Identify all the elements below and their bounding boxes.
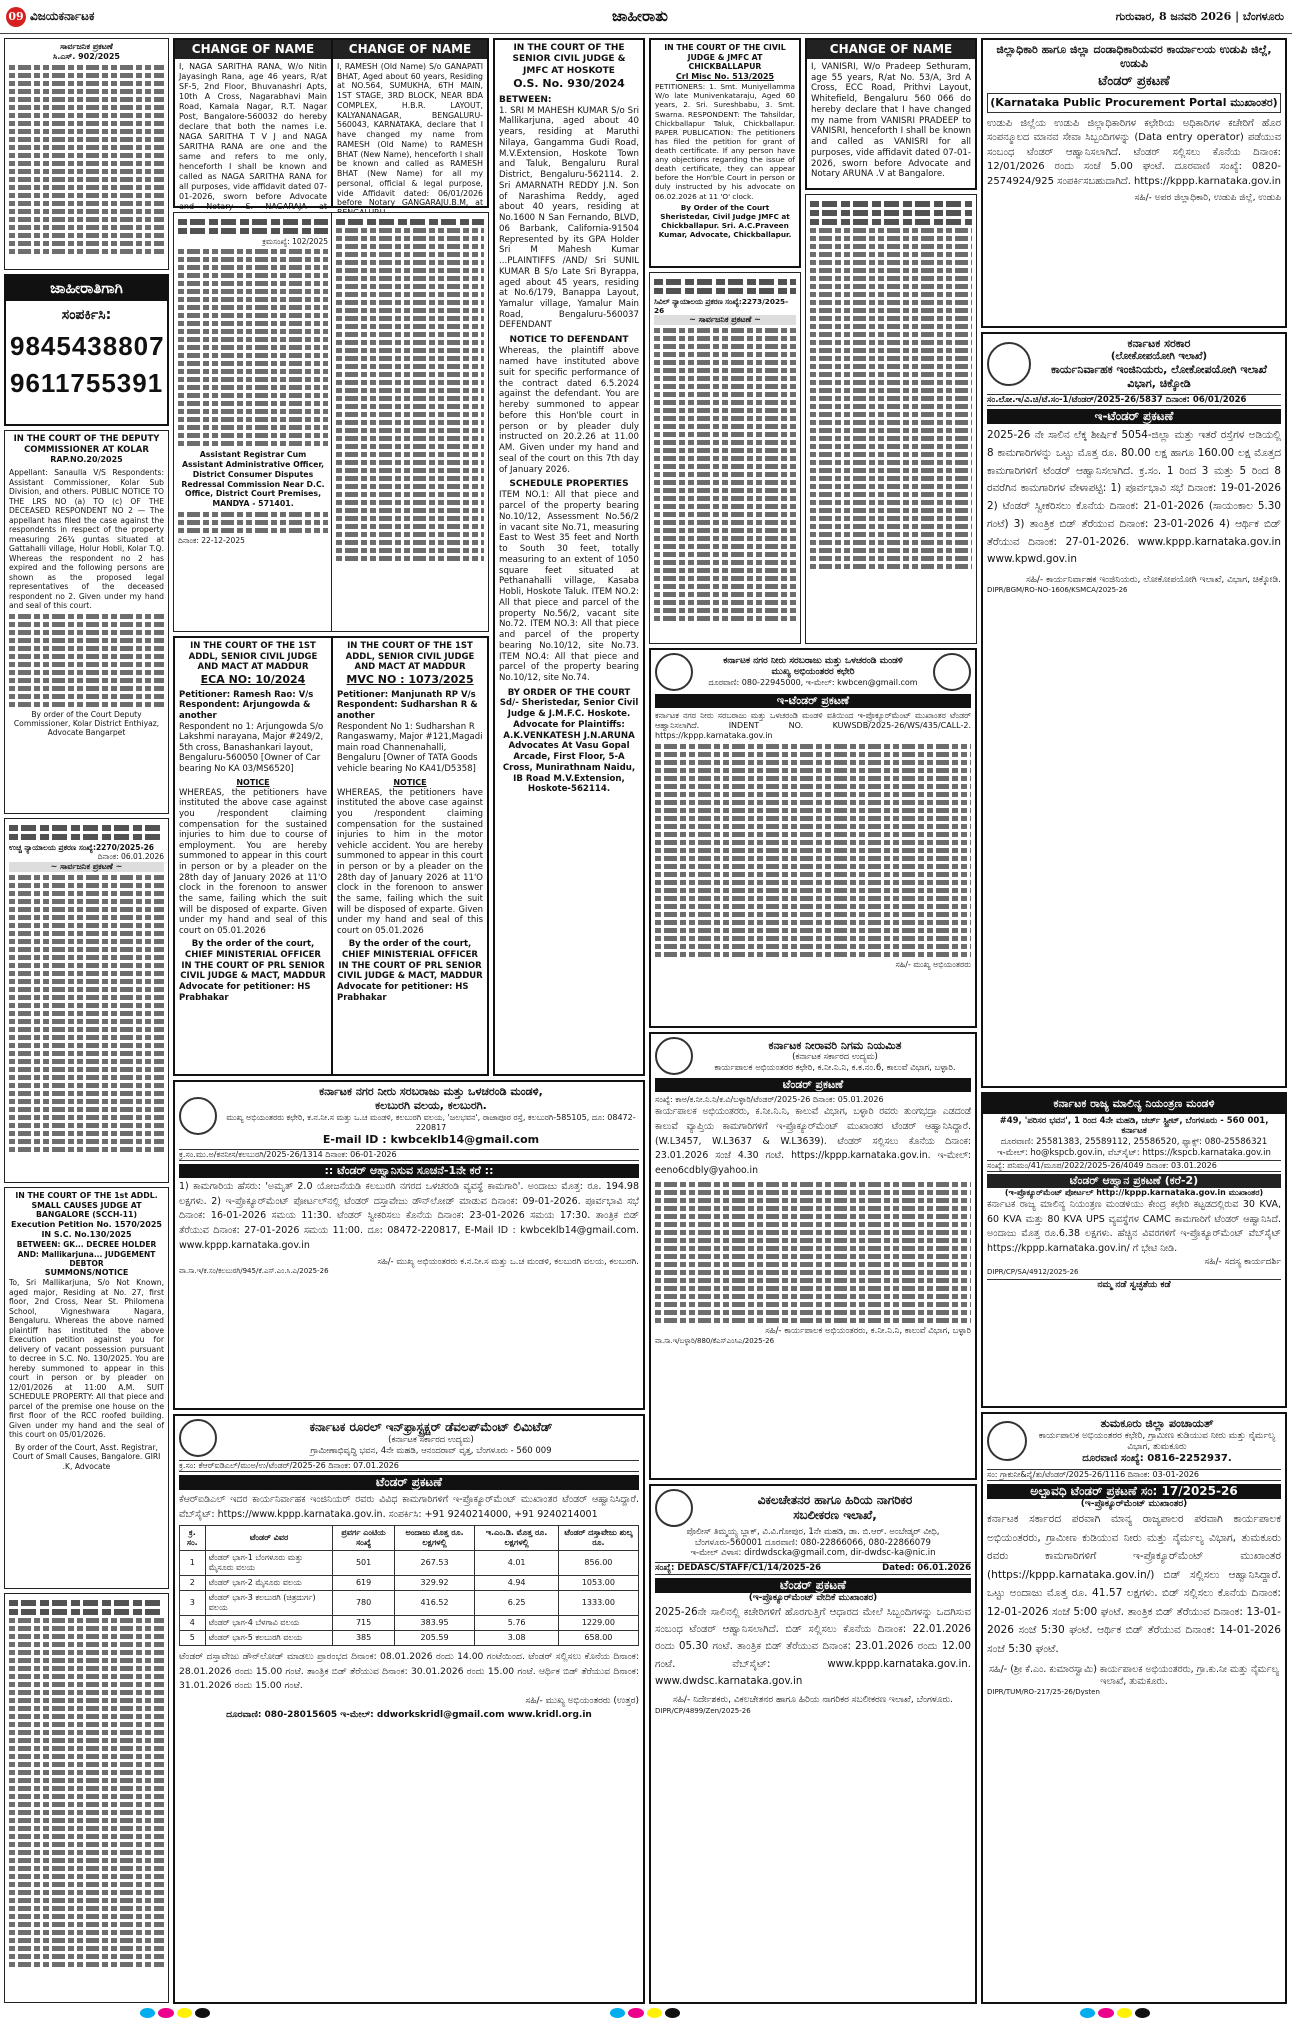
tum-head2: ಕಾರ್ಯಪಾಲಕ ಅಭಿಯಂತರರ ಕಛೇರಿ, ಗ್ರಾಮೀಣ ಕುಡಿಯುವ ನೀರು ಮತ್ತು ನೈರ್ಮಲ್ಯ ವಿಭಾಗ, ತುಮಕೂರು: [1038, 1430, 1276, 1452]
court-sign: BY ORDER OF THE COURT Sd/- Sheristedar, Senior Civil Judge & J.M.F.C. Hoskote. Advocate for Plaintiffs: A.K.VENKATESH J.N.ARUNA Advocates At Vasu Gopal Arcade, First Floor, 5-A Cross, Munirathnam Naidu, IB Road M.V.Extension, Hoskote-562114.: [499, 687, 639, 795]
schedule-body: ITEM NO.1: All that piece and parcel of the property bearing No.10/12, Assessment No.56/2 in vacant site No.71, measuring East to West 35 feet and North to South 30 feet, totally measuring to an extent of 1050 square feet situated at Pethanahalli village, Kasaba Hobli, Hoskote Taluk. ITEM NO.2: All that piece and parcel of the property No.56/2, vacant site No.72. ITEM NO.3: All that piece and parcel of the property bearing No.10/12, site No.73. ITEM NO.4: All that piece and parcel of the property bearing No.10/12, site No.74.: [499, 490, 639, 683]
knnl-head3: ಕಾರ್ಯಪಾಲಕ ಅಭಿಯಂತರರ ಕಛೇರಿ, ಕ.ನೀ.ನಿ.ನಿ, ಕ.ಕ.ನಂ.6, ಕಾಲುವೆ ವಿಭಾಗ, ಬಳ್ಳಾರಿ.: [714, 1062, 956, 1073]
registration-marks: [1080, 2008, 1150, 2018]
kridl-tender: [173, 1414, 645, 2004]
change-of-name-naga-saritha: [173, 38, 333, 211]
registration-marks: [140, 2008, 210, 2018]
table-cell: 1333.00: [558, 1591, 638, 1616]
change-body: I, NAGA SARITHA RANA, W/o Nitin Jayasingh Rana, age 46 years, R/at SF-5, 2nd Floor, Bhuvanashri Apts, 10th A Cross, Nagarabhavi Main Road, Kamala Nagar, R.T. Nagar Post, Bangalore-560032 do hereby declare that both the names i.e. NAGA SARITHA T V J and NAGA SARITHA RANA are one and the same and refers to me only, henceforth I shall be known and called as NAGA SARITHA RANA for all purposes, vide affidavit dated 07-01-2026, sworn before Advocate and Notary S. NAGARAJA at: [179, 62, 327, 211]
court-sign: By the order of the court, CHIEF MINISTERIAL OFFICER IN THE COURT OF PRL SENIOR CIVIL JUDGE & MACT, MADDUR: [337, 939, 483, 982]
table-cell: 5: [180, 1631, 206, 1646]
court-sign: By order of the Court Deputy Commissioner, Kolar District Enthiyaz, Advocate Bangarpet: [13, 709, 160, 738]
tumakuru-zp-tender: [981, 1412, 1287, 2004]
pwd-footer: DIPR/BGM/RO-NO-1606/KSMCA/2025-26: [987, 586, 1128, 595]
court-respondent: Respondent: Sudharshan R & another: [337, 700, 478, 721]
court2-sign: By order of the Court, Asst. Registrar, Court of Small Causes, Bangalore. GIRI .K, Advocate: [12, 1442, 161, 1471]
kuwsdb-body: ಕರ್ನಾಟಕ ನಗರ ನೀರು ಸರಬರಾಜು ಮತ್ತು ಒಳಚರಂಡಿ ಮಂಡಳಿ ವತಿಯಿಂದ ಇ-ಪ್ರೊಕ್ಯೂರ್‌ಮೆಂಟ್ ಮುಖಾಂತರ ಟೆಂಡರ್ ಆಹ್ವಾನಿಸಲಾಗಿದೆ. INDENT NO. KUWSDB/2025-26/WS/435/CALL-2. https://kppp.karnataka.gov.in: [655, 710, 971, 740]
ads-contact-label: ಸಂಪರ್ಕಿಸಿ:: [61, 306, 112, 323]
court-respondent-1: Respondent No 1: Sudharshan R Rangaswamy, Major #121,Magadi main road Channenahalli, Bengaluru [Owner of TATA Goods vehicle bearing No KA41/D5358]: [337, 721, 483, 774]
court-notice-kolar: [4, 430, 169, 814]
table-cell: 383.95: [394, 1616, 475, 1631]
table-cell: 6.25: [475, 1591, 558, 1616]
ads-phone-2[interactable]: 9611755391: [10, 367, 164, 398]
table-cell: 658.00: [558, 1631, 638, 1646]
court-body: PETITIONERS: 1. Smt. Muniyellamma W/o late Munivenkataraju, Aged 60 years, 2. Sri. Sureshbabu, 3. Smt. Swarna. RESPONDENT: The Tahsildar, Chickballapur Taluk, Chickballapur. PAPER PUBLICATION: The petitioners has filed the petition for grant of death certificate. If any person have any objections regarding the issue of death certificate, they can appear before the Hon'ble Court in person or duly instructed by his advocate on 06.02.2026 at 11 'O' clock.: [655, 82, 795, 201]
seal-logo-icon: [933, 653, 971, 691]
table-cell: 1053.00: [558, 1576, 638, 1591]
klb-sign: ಸಹಿ/- ಮುಖ್ಯ ಅಭಿಯಂತರರು ಕ.ನ.ನೀ.ಸ ಮತ್ತು ಒ.ಚ ಮಂಡಳಿ, ಕಲಬುರಗಿ ವಲಯ, ಕಲಬುರಗಿ.: [377, 1256, 639, 1267]
table-row: [180, 1591, 639, 1616]
kspcb-phone: ದೂರವಾಣಿ: 25581383, 25589112, 25586520, ಫ್ಯಾಕ್ಸ್: 080-25586321: [1000, 1137, 1268, 1147]
table-cell: 416.52: [394, 1591, 475, 1616]
brand-name: ವಿಜಯಕರ್ನಾಟಕ: [30, 9, 95, 23]
udupi-body: ಉಡುಪಿ ಜಿಲ್ಲೆಯ ಉಡುಪಿ ಜಿಲ್ಲಾಧಿಕಾರಿಗಳ ಕಛೇರಿಯ ಅಧಿಕಾರಿಗಳ ಕಚೇರಿಗೆ ಹೊರ ಸಂಪನ್ಮೂಲದ ಮಾನವ ಸೇವಾ ಸಿಬ್ಬಂದಿಗಳನ್ನು (Data entry operator) ಪಡೆಯುವ ಸಂಬಂಧ ಟೆಂಡರ್ ಆಹ್ವಾನಿಸಲಾಗಿದೆ. ಟೆಂಡರ್ ಸಲ್ಲಿಸಲು ಕೊನೆಯ ದಿನಾಂಕ: 12/01/2026 ರಂದು ಸಂಜೆ 5.00 ಘಂಟೆ. ದೂರವಾಣಿ ಸಂಖ್ಯೆ: 0820-2574924/925 ಸಂಪರ್ಕಿಸಬಹುದಾಗಿದೆ. https://kppp.karnataka.gov.in: [987, 117, 1281, 187]
kannada-notice-bottom-left: [4, 1593, 169, 2003]
dwd-footer: DIPR/CP/4899/Zen/2025-26: [655, 1706, 751, 1715]
kridl-title: ಟೆಂಡರ್ ಪ್ರಕಟಣೆ: [179, 1475, 639, 1490]
notice-ref: ಸಿ.ಎಸ್. 902/2025: [53, 52, 120, 61]
knnl-sign: ಸಹಿ/- ಕಾರ್ಯಪಾಲಕ ಅಭಿಯಂತರರು, ಕ.ನೀ.ನಿ.ನಿ, ಕಾಲುವೆ ವಿಭಾಗ, ಬಳ್ಳಾರಿ: [765, 1326, 971, 1337]
court-case: O.S. No. 930/2024: [513, 76, 625, 90]
table-header-cell: ಟೆಂಡರ್ ದಸ್ತಾವೇಜು ಶುಲ್ಕ ರೂ.: [558, 1526, 638, 1551]
table-cell: 4: [180, 1616, 206, 1631]
table-header-cell: ಪ್ರವರ್ಗ ಎಂಟಿಯ ಸಂಖ್ಯೆ: [333, 1526, 394, 1551]
tum-subtitle: (ಇ-ಪ್ರೊಕ್ಯೂರ್‌ಮೆಂಟ್ ಮುಖಾಂತರ): [1080, 1498, 1188, 1509]
section-title: ಜಾಹೀರಾತು: [612, 7, 668, 25]
kn-notice-title: ~ ಸಾರ್ವಜನಿಕ ಪ್ರಕಟಣೆ ~: [9, 862, 164, 872]
dwd-ref-date: Dated: 06.01.2026: [882, 1562, 971, 1573]
kridl-logo-icon: [179, 1419, 217, 1457]
kalaburagi-kuwsdb-tender: [173, 1080, 645, 1410]
kannada-consumer-notice: [173, 212, 333, 632]
kspcb-sign: ಸಹಿ/- ಸದಸ್ಯ ಕಾರ್ಯದರ್ಶಿ: [1204, 1256, 1281, 1267]
dwd-email: ಇ-ಮೇಲ್ ವಿಳಾಸ: dirdwdscka@gmail.com, dir-dwdsc-ka@nic.in: [690, 1548, 936, 1559]
court-body: Appellant: Sanaulla V/S Respondents: Assistant Commissioner, Kolar Sub Division, and others. PUBLIC NOTICE TO THE LRS NO (a) TO (c) OF THE DECEASED RESPONDENT NO 2 — The appellant has filed the case against the respondents in respect of the property measuring 26¾ guntas situated at Gattahalli village, Holur Hobli, Kolar T.Q. Whereas the respondent no 2 has expired and the following persons are shown as the proposed legal representatives of the deceased respondent no 2. Given under my hand and seal of this court.: [9, 468, 164, 611]
dwd-ref: ಸಂಖ್ಯೆ: DEDASC/STAFF/C1/14/2025-26: [655, 1562, 822, 1573]
ads-phone-1[interactable]: 9845438807: [10, 331, 165, 362]
table-header-cell: ಅಂದಾಜು ಮೊತ್ತ ರೂ. ಲಕ್ಷಗಳಲ್ಲಿ: [394, 1526, 475, 1551]
change-of-name-ramesh: [331, 38, 489, 208]
kspcb-subtitle: (ಇ-ಪ್ರೊಕ್ಯೂರ್‌ಮೆಂಟ್ ಪೋರ್ಟಲ್ http://kppp.karnataka.gov.in ಮುಖಾಂತರ): [1004, 1188, 1264, 1197]
klb-footer: ವಾ.ಸಾ.ಇ/ಕ.ಸಂ/ಕಲಬುರಗಿ/945/ಕೆ.ಎಸ್.ಎಂ.ಸಿ.ಎ/2025-26: [179, 1267, 329, 1276]
kn-notice-date: ದಿನಾಂಕ: 06.01.2026: [97, 852, 164, 862]
court-title: IN THE COURT OF THE 1ST ADDL, SENIOR CIVIL JUDGE AND MACT AT MADDUR: [188, 641, 318, 673]
court-title: IN THE COURT OF THE CIVIL JUDGE & JMFC AT CHICKBALLAPUR: [664, 43, 786, 72]
kannada-notice-2273: [649, 272, 801, 644]
schedule-title: SCHEDULE PROPERTIES: [509, 479, 629, 490]
court-case: RAP.NO.20/2025: [50, 455, 123, 465]
udupi-head: ಜಿಲ್ಲಾಧಿಕಾರಿ ಹಾಗೂ ಜಿಲ್ಲಾ ದಂಡಾಧಿಕಾರಿಯವರ ಕಾರ್ಯಾಲಯ ಉಡುಪಿ ಜಿಲ್ಲೆ, ಉಡುಪಿ: [996, 43, 1272, 70]
kridl-body: ಕೆಆರ್‌ಐಡಿಎಲ್ ಇದರ ಕಾರ್ಯನಿರ್ವಾಹಕ ಇಂಜಿನಿಯರ್ ರವರು ವಿವಿಧ ಕಾಮಗಾರಿಗಳಿಗೆ ಇ-ಪ್ರೊಕ್ಯೂರ್‌ಮೆಂಟ್ ಮುಖಾಂತರ ಟೆಂಡರ್ ಆಹ್ವಾನಿಸಿದ್ದಾರೆ. ವೆಬ್‌ಸೈಟ್: https://www.kppp.karnataka.gov.in. ಸಂಪರ್ಕಿಸಿ: +91 9240214000, +91 9240214001: [179, 1494, 639, 1520]
court-notice-sccch11: [4, 1187, 169, 1589]
court-title: IN THE COURT OF THE SENIOR CIVIL JUDGE & JMFC AT HOSKOTE: [512, 43, 626, 76]
tum-title: ಅಲ್ಪಾವಧಿ ಟೆಂಡರ್ ಪ್ರಕಟಣೆ ಸಂ: 17/2025-26: [987, 1484, 1281, 1499]
kannada-notice-col3: [331, 212, 489, 632]
dwd-head1: ವಿಕಲಚೇತನರ ಹಾಗೂ ಹಿರಿಯ ನಾಗರಿಕರ: [757, 1493, 913, 1507]
court-title: IN THE COURT OF THE DEPUTY COMMISSIONER AT KOLAR: [13, 434, 160, 455]
notice-title: ಸಾರ್ವಜನಿಕ ಪ್ರಕಟಣೆ: [60, 42, 113, 51]
registration-marks: [610, 2008, 680, 2018]
kspcb-email: ಇ-ಮೇಲ್: ho@kspcb.gov.in, ವೆಬ್‌ಸೈಟ್: https://kspcb.karnataka.gov.in: [997, 1147, 1271, 1158]
table-cell: ಟೆಂಡರ್ ಭಾಗ-2 ಮೈಸೂರು ವಲಯ: [205, 1576, 333, 1591]
court-case: ECA NO: 10/2024: [200, 672, 306, 686]
court-notice-eca-10: [173, 636, 333, 1076]
kspcb-addr: #49, 'ಪರಿಸರ ಭವನ', 1 ರಿಂದ 4ನೇ ಮಹಡಿ, ಚರ್ಚ್ ಸ್ಟ್ರೀಟ್, ಬೆಂಗಳೂರು - 560 001, ಕರ್ನಾಟಕ: [999, 1115, 1269, 1137]
klb-title: :: ಟೆಂಡರ್ ಆಹ್ವಾನಿಸುವ ಸೂಚನೆ-1ನೇ ಕರೆ ::: [179, 1164, 639, 1178]
court-notice-mvc-1073: [331, 636, 489, 1076]
table-cell: 501: [333, 1551, 394, 1576]
kspcb-body: ಕರ್ನಾಟಕ ರಾಜ್ಯ ಮಾಲಿನ್ಯ ನಿಯಂತ್ರಣ ಮಂಡಳಿಯು ಕೇಂದ್ರ ಕಛೇರಿ ಕಟ್ಟಡದಲ್ಲಿರುವ 30 KVA, 60 KVA ಮತ್ತು 80 KVA UPS ವ್ಯವಸ್ಥೆಗಳ CAMC ಕಾಮಗಾರಿಗೆ ಟೆಂಡರ್ ಆಹ್ವಾನಿಸಿದೆ. ಅಂದಾಜು ಮೊತ್ತ ರೂ.6.38 ಲಕ್ಷಗಳು. ಹೆಚ್ಚಿನ ವಿವರಗಳಿಗೆ ಇ-ಪ್ರೊಕ್ಯೂರ್‌ಮೆಂಟ್ ವೆಬ್‌ಸೈಟ್ https://kppp.karnataka.gov.in/ ಗೆ ಭೇಟಿ ನೀಡಿ.: [987, 1199, 1281, 1255]
table-cell: 856.00: [558, 1551, 638, 1576]
knnl-body: ಕಾರ್ಯಪಾಲಕ ಅಭಿಯಂತರರು, ಕ.ನೀ.ನಿ.ನಿ, ಕಾಲುವೆ ವಿಭಾಗ, ಬಳ್ಳಾರಿ ರವರು ತುಂಗಭದ್ರಾ ಎಡದಂಡೆ ಕಾಲುವೆ ವ್ಯಾಪ್ತಿಯ ಕಾಮಗಾರಿಗಳಿಗೆ ಇ-ಪ್ರೊಕ್ಯೂರ್‌ಮೆಂಟ್ ಮುಖಾಂತರ ಟೆಂಡರ್ ಆಹ್ವಾನಿಸಿದ್ದಾರೆ. (W.L3457, W.L3637 & W.L3639). ಟೆಂಡರ್ ಸಲ್ಲಿಸಲು ಕೊನೆಯ ದಿನಾಂಕ: 23.01.2026 ಸಂಜೆ 4.30 ಗಂಟೆ. https://kppp.karnataka.gov.in. ಇ-ಮೇಲ್: eeno6cdbly@yahoo.in: [655, 1105, 971, 1177]
table-row: [180, 1551, 639, 1576]
court-advocate: Advocate for petitioner: HS Prabhakar: [337, 981, 469, 1003]
kannada-notice-2270: [4, 818, 169, 1183]
udupi-title: ಟೆಂಡರ್ ಪ್ರಕಟಣೆ: [1098, 73, 1170, 89]
udupi-portal: (Karnataka Public Procurement Portal ಮುಖಾಂತರ): [987, 93, 1281, 113]
klb-body: 1) ಕಾಮಗಾರಿಯ ಹೆಸರು: 'ಅಮೃತ್ 2.0 ಯೋಜನೆಯಡಿ ಕಲಬುರಗಿ ನಗರದ ಒಳಚರಂಡಿ ವ್ಯವಸ್ಥೆ ಕಾಮಗಾರಿ'. ಅಂದಾಜು ಮೊತ್ತ: ರೂ. 194.98 ಲಕ್ಷಗಳು. 2) ಇ-ಪ್ರೊಕ್ಯೂರ್‌ಮೆಂಟ್ ಪೋರ್ಟಲ್‌ನಲ್ಲಿ ಟೆಂಡರ್ ದಸ್ತಾವೇಜು ಡೌನ್‌ಲೋಡ್ ಮಾಡುವ ದಿನಾಂಕ: 09-01-2026. ಪೂರ್ವಭಾವಿ ಸಭೆ ದಿನಾಂಕ: 16-01-2026 ಸಮಯ 11:30. ಟೆಂಡರ್ ಸ್ವೀಕರಿಸಲು ಕೊನೆಯ ದಿನಾಂಕ: 23-01-2026 ಸಮಯ 17:30. ತಾಂತ್ರಿಕ ಬಿಡ್ ತೆರೆಯುವ ದಿನಾಂಕ: 27-01-2026 ಸಮಯ 11:00. ದೂ: 08472-220817, E-Mail ID : kwbceklb14@gmail.com. www.kppp.karnataka.gov.in: [179, 1181, 639, 1251]
kspcb-tender: [981, 1092, 1287, 1408]
klb-email: E-mail ID : kwbceklb14@gmail.com: [322, 1132, 540, 1146]
kspcb-title: ಟೆಂಡರ್ ಆಹ್ವಾನ ಪ್ರಕಟಣೆ (ಕರೆ-2): [987, 1174, 1281, 1188]
court-title: IN THE COURT OF THE 1ST ADDL, SENIOR CIVIL JUDGE AND MACT AT MADDUR: [345, 641, 475, 673]
pwd-chikkodi-tender: [981, 332, 1287, 1088]
table-cell: 3.08: [475, 1631, 558, 1646]
dwd-sign: ಸಹಿ/- ನಿರ್ದೇಶಕರು, ವಿಕಲಚೇತನರ ಹಾಗೂ ಹಿರಿಯ ನಾಗರಿಕರ ಸಬಲೀಕರಣ ಇಲಾಖೆ, ಬೆಂಗಳೂರು.: [672, 1695, 954, 1706]
change-title: CHANGE OF NAME: [807, 40, 975, 59]
kspcb-footer: DIPR/CP/SA/4912/2025-26: [987, 1268, 1079, 1277]
knnl-logo-icon: [655, 1037, 693, 1075]
court-petitioner: Petitioner: Manjunath RP V/s: [337, 689, 476, 700]
table-row: [180, 1576, 639, 1591]
ads-title: ಜಾಹೀರಾತಿಗಾಗಿ: [6, 276, 167, 301]
table-cell: 715: [333, 1616, 394, 1631]
udupi-dc-tender: [981, 38, 1287, 328]
kridl-footer: ದೂರವಾಣಿ: 080-28015605 ಇ-ಮೇಲ್: ddworkskridl@gmail.com www.kridl.org.in: [226, 1710, 592, 1721]
dwd-head2: ಸಬಲೀಕರಣ ಇಲಾಖೆ,: [793, 1508, 877, 1522]
ads-contact-box: [4, 274, 169, 426]
court-body: WHEREAS, the petitioners have instituted the above case against you /respondent claiming compensation for the sustained injuries to him due to course of employment. You are hereby summoned to appear in this court in person or by a pleader on the 28th day of January 2026 at 11'O clock in the forenoon to answer the same, failing which the suit will be disposed of exparte. Given under my hand and seal of this court on 05.01.2026: [179, 787, 327, 936]
kn-ref: ಕ್ರಮಸಂಖ್ಯೆ: 102/2025: [262, 237, 328, 246]
pwd-head3: ಕಾರ್ಯನಿರ್ವಾಹಕ ಇಂಜಿನಿಯರು, ಲೋಕೋಪಯೋಗಿ ಇಲಾಖೆ ವಿಭಾಗ, ಚಿಕ್ಕೋಡಿ: [1051, 363, 1267, 390]
tum-body: ಕರ್ನಾಟಕ ಸರ್ಕಾರದ ಪರವಾಗಿ ಮಾನ್ಯ ರಾಜ್ಯಪಾಲರ ಪರವಾಗಿ ಕಾರ್ಯಪಾಲಕ ಅಭಿಯಂತರರು, ಗ್ರಾಮೀಣ ಕುಡಿಯುವ ನೀರು ಮತ್ತು ನೈರ್ಮಲ್ಯ ವಿಭಾಗ, ತುಮಕೂರು ರವರು ಕಾಮಗಾರಿಗಳಿಗೆ ಇ-ಪ್ರೊಕ್ಯೂರ್‌ಮೆಂಟ್ ಮುಖಾಂತರ (https://kppp.karnataka.gov.in/) ಬಿಡ್ ಸಲ್ಲಿಸಲು ಆಹ್ವಾನಿಸಿದ್ದಾರೆ. ಒಟ್ಟು ಅಂದಾಜು ಮೊತ್ತ ರೂ. 41.57 ಲಕ್ಷಗಳು. ಬಿಡ್ ಸಲ್ಲಿಸಲು ಕೊನೆಯ ದಿನಾಂಕ: 12-01-2026 ಸಂಜೆ 5:00 ಘಂಟೆ. ತಾಂತ್ರಿಕ ಬಿಡ್ ತೆರೆಯುವ ದಿನಾಂಕ: 13-01-2026 ಸಂಜೆ 5:30 ಘಂಟೆ. ಆರ್ಥಿಕ ಬಿಡ್ ತೆರೆಯುವ ದಿನಾಂಕ: 14-01-2026 ಸಂಜೆ 5:30 ಘಂಟೆ.: [987, 1513, 1281, 1655]
court-case: Crl Misc No. 513/2025: [675, 72, 775, 82]
court-respondent: Respondent: Arjungowda & another: [179, 700, 311, 721]
kuwsdb-head2: ಮುಖ್ಯ ಅಭಿಯಂತರರ ಕಛೇರಿ: [771, 667, 855, 677]
notice-body: Whereas, the plaintiff above named have instituted above suit for specific performance of the contract dated 6.5.2024 against the defendant. You are hereby summoned to appear before this Hon'ble court in person or by pleader duly instructed on 20.2.26 at 11.00 AM. Given under my hand and seal of the court on this 7th day of January 2026.: [499, 346, 639, 475]
kridl-head2: (ಕರ್ನಾಟಕ ಸರ್ಕಾರದ ಉದ್ಯಮ): [388, 1434, 474, 1445]
kridl-sign: ಸಹಿ/- ಮುಖ್ಯ ಅಭಿಯಂತರರು (ಉತ್ತರ): [525, 1696, 639, 1707]
pwd-body: 2025-26 ನೇ ಸಾಲಿನ ಲೆಕ್ಕ ಶೀರ್ಷಿಕೆ 5054-ಜಿಲ್ಲಾ ಮತ್ತು ಇತರೆ ರಸ್ತೆಗಳ ಅಡಿಯಲ್ಲಿ 8 ಕಾಮಗಾರಿಗಳನ್ನು ಒಟ್ಟು ಮೊತ್ತ ರೂ. 80.00 ಲಕ್ಷ ಹಾಗೂ 160.00 ಲಕ್ಷ ಮೊತ್ತದ ಕಾಮಗಾರಿಗಳಿಗೆ ಟೆಂಡರ್ ಆಹ್ವಾನಿಸಲಾಗಿದೆ. ಕ್ರ.ಸಂ. 1 ರಿಂದ 3 ಮತ್ತು 5 ರಿಂದ 8 ರವರೆಗಿನ ಕಾಮಗಾರಿಗಳ ವೇಳಾಪಟ್ಟಿ: 1) ಪೂರ್ವಭಾವಿ ಸಭೆ ದಿನಾಂಕ: 19-01-2026 2) ಟೆಂಡರ್ ಸ್ವೀಕರಿಸಲು ಕೊನೆಯ ದಿನಾಂಕ: 21-01-2026 (ಸಾಯಂಕಾಲ 5.30 ಗಂಟೆ) 3) ತಾಂತ್ರಿಕ ಬಿಡ್ ತೆರೆಯುವ ದಿನಾಂಕ: 23-01-2026 4) ಆರ್ಥಿಕ ಬಿಡ್ ತೆರೆಯುವ ದಿನಾಂಕ: 27-01-2026. www.kppp.karnataka.gov.in www.kpwd.gov.in: [987, 429, 1281, 566]
kn-head: ಸಿವಿಲ್ ನ್ಯಾಯಾಲಯ ಪ್ರಕರಣ ಸಂಖ್ಯೆ:2273/2025-26: [654, 297, 789, 316]
pwd-head1: ಕರ್ನಾಟಕ ಸರಕಾರ: [1127, 337, 1191, 350]
kn-title: ~ ಸಾರ್ವಜನಿಕ ಪ್ರಕಟಣೆ ~: [654, 315, 796, 325]
court-notice-hoskote: [493, 38, 645, 1076]
dwd-addr: ಪೊಲೀಸ್ ತಿಮ್ಮಯ್ಯ ಬ್ಲಾಕ್, ವಿ.ವಿ.ಗೋಪುರ, 1ನೇ ಮಹಡಿ, ಡಾ. ಬಿ.ಆರ್. ಅಂಬೇಡ್ಕರ್ ವೀಧಿ, ಬೆಂಗಳೂರು-560001 ದೂರವಾಣಿ: 080-22866066, 080-22866079: [686, 1527, 940, 1548]
table-header-cell: ಇ.ಎಂ.ಡಿ. ಮೊತ್ತ ರೂ. ಲಕ್ಷಗಳಲ್ಲಿ: [475, 1526, 558, 1551]
tum-phone: ದೂರವಾಣಿ ಸಂಖ್ಯೆ: 0816-2252937.: [1082, 1453, 1232, 1465]
court-case: MVC NO : 1073/2025: [346, 672, 474, 686]
notice-cs-902: [4, 38, 169, 270]
table-cell: 2: [180, 1576, 206, 1591]
table-cell: 385: [333, 1631, 394, 1646]
table-cell: ಟೆಂಡರ್ ಭಾಗ-5 ಕಲಬುರಗಿ ವಲಯ: [205, 1631, 333, 1646]
knnl-ballari-tender: [649, 1032, 977, 1480]
knnl-footer: ವಾ.ಸಾ.ಇ/ಬಳ್ಳಾರಿ/880/ಕೆಎಸ್‌ಎಂಸಿಎ/2025-26: [655, 1336, 775, 1345]
change-title: CHANGE OF NAME: [175, 40, 331, 59]
issue-date: ಗುರುವಾರ, 8 ಜನವರಿ 2026 | ಬೆಂಗಳೂರು: [1115, 10, 1284, 23]
court2-title: IN THE COURT OF THE 1st ADDL. SMALL CAUSES JUDGE AT BANGALORE (SCCH-11): [15, 1191, 158, 1220]
kspcb-slogan: ನಮ್ಮ ನಡೆ ಸ್ವಚ್ಛತೆಯ ಕಡೆ: [987, 1279, 1281, 1291]
pwd-head2: (ಲೋಕೋಪಯೋಗಿ ಇಲಾಖೆ): [1110, 350, 1208, 362]
table-cell: 780: [333, 1591, 394, 1616]
kridl-addr: ಗ್ರಾಮೀಣಾಭಿವೃದ್ಧಿ ಭವನ, 4ನೇ ಮಹಡಿ, ಆನಂದರಾವ್ ವೃತ್ತ, ಬೆಂಗಳೂರು - 560 009: [310, 1445, 552, 1456]
court-between: BETWEEN:: [499, 94, 552, 105]
pwd-ref: ಸಂ.ಲೋ.ಇ/ವಿ.ಚಿ/ಟೆ.ಸಂ-1/ಟೆಂಡರ್/2025-26/5837 ದಿನಾಂಕ: 06/01/2026: [987, 394, 1281, 407]
court-petitioner: Petitioner: Ramesh Rao: V/s: [179, 689, 314, 700]
kuwsdb-contact: ದೂರವಾಣಿ: 080-22945000, ಇ-ಮೇಲ್: kwbcen@gmail.com: [708, 678, 918, 688]
kspcb-ref: ಸಂಖ್ಯೆ: ಪನಿಮಂ/41/ಮೂಪ/2022/2025-26/4049 ದಿನಾಂಕ: 03.01.2026: [987, 1160, 1281, 1172]
court2-body: To, Sri Mallikarjuna, S/o Not Known, aged major, Residing at No. 27, first floor, 2nd Cross, Near St. Philomena School, Vigneshwara Nagara, Bengaluru. Whereas the above named plaintiff has instituted the above Execution petition against you for delivery of vacant possession pursuant to decree in S.C. No. 130/2025. You are hereby summoned to appear in this court in person or by pleader on 12/01/2026 at 11:00 A.M. SUIT SCHEDULE PROPERTY: All that piece and parcel of the premise one house on the first floor of the RCC roofed building. Given under my hand and the seal of this court on 05/01/2026.: [9, 1278, 164, 1440]
kn-notice-head: ಉಚ್ಚ ನ್ಯಾಯಾಲಯ ಪ್ರಕರಣ ಸಂಖ್ಯೆ:2270/2025-26: [9, 843, 155, 852]
klb-head1: ಕರ್ನಾಟಕ ನಗರ ನೀರು ಸರಬರಾಜು ಮತ್ತು ಒಳಚರಂಡಿ ಮಂಡಳಿ,: [319, 1085, 543, 1098]
kridl-table: [179, 1525, 639, 1646]
court-respondent-1: Respondent no 1: Arjungowda S/o Lakshmi narayana, Major #249/2, 5th cross, Banashankari layout, Bengaluru-560050 [Owner of Car bearing No KA 03/MS6520]: [179, 721, 324, 774]
table-cell: 5.76: [475, 1616, 558, 1631]
court-sign: By Order of the Court Sheristedar, Civil Judge JMFC at Chickballapur. Sri. A.C.Praveen Kumar, Advocate, Chickballapur.: [658, 202, 792, 239]
table-cell: 329.92: [394, 1576, 475, 1591]
knnl-title: ಟೆಂಡರ್ ಪ್ರಕಟಣೆ: [655, 1078, 971, 1092]
kn-office-ref: ದಿನಾಂಕ: 22-12-2025: [178, 535, 245, 545]
knnl-head2: (ಕರ್ನಾಟಕ ಸರ್ಕಾರದ ಉದ್ಯಮ): [792, 1052, 878, 1063]
tum-sign: ಸಹಿ/- (ಶ್ರೀ ಕೆ.ಎಂ. ಕುಮಾರಸ್ವಾಮಿ) ಕಾರ್ಯಪಾಲಕ ಅಭಿಯಂತರರು, ಗ್ರಾ.ಕು.ನೀ ಮತ್ತು ನೈರ್ಮಲ್ಯ ಇಲಾಖೆ, ತುಮಕೂರು.: [988, 1664, 1279, 1688]
kuwsdb-head1: ಕರ್ನಾಟಕ ನಗರ ನೀರು ಸರಬರಾಜು ಮತ್ತು ಒಳಚರಂಡಿ ಮಂಡಳಿ: [723, 655, 903, 666]
table-cell: 267.53: [394, 1551, 475, 1576]
pwd-title: ಇ-ಟೆಂಡರ್ ಪ್ರಕಟಣೆ: [987, 409, 1281, 424]
zp-emblem-icon: [987, 1421, 1027, 1461]
table-cell: 205.59: [394, 1631, 475, 1646]
kuwsdb-tender: [649, 648, 977, 1028]
table-cell: ಟೆಂಡರ್ ಭಾಗ-4 ಬೆಳಗಾವಿ ವಲಯ: [205, 1616, 333, 1631]
tum-footer: DIPR/TUM/RO-217/25-26/Dysten: [987, 1688, 1100, 1696]
kridl-head1: ಕರ್ನಾಟಕ ರೂರಲ್ ಇನ್‌ಫ್ರಾಸ್ಟ್ರಕ್ಚರ್ ಡೆವಲಪ್‌ಮೆಂಟ್ ಲಿಮಿಟೆಡ್: [309, 1419, 553, 1434]
table-cell: ಟೆಂಡರ್ ಭಾಗ-3 ಕಲಬುರಗಿ (ಚಿತ್ರದುರ್ಗ) ವಲಯ: [205, 1591, 333, 1616]
change-of-name-vanisri: [805, 38, 977, 190]
change-body: I, VANISRI, W/o Pradeep Sethuram, age 55 years, R/at No. 53/A, 3rd A Cross, ECC Road, Prithvi Layout, Whitefield, Bengaluru 560 066 do hereby declare that I have changed my name from VANISRI PRADEEP to VANISRI, henceforth I shall be known and called as VANISRI for all purposes, vide affidavit dated 07-01-2026, sworn before Advocate and Notary ARUNA .V at Bangalore.: [811, 62, 971, 180]
kuwsdb-logo-icon: [179, 1097, 217, 1135]
kannada-notice-col6: [805, 194, 977, 644]
knnl-head1: ಕರ್ನಾಟಕ ನೀರಾವರಿ ನಿಗಮ ನಿಯಮಿತ: [768, 1038, 902, 1052]
kuwsdb-title: ಇ-ಟೆಂಡರ್ ಪ್ರಕಟಣೆ: [655, 694, 971, 708]
klb-head3: ಮುಖ್ಯ ಅಭಿಯಂತರರು ಕಛೇರಿ, ಕ.ನ.ನೀ.ಸ ಮತ್ತು ಒ.ಚ ಮಂಡಳಿ, ಕಲಬುರಗಿ ವಲಯ, 'ಜಲಭವನ', ರಾಜಾಪೂರ ರಸ್ತೆ, ಕಲಬುರಗಿ-585105, ದೂ: 08472-220817: [226, 1112, 636, 1132]
page-header: [0, 0, 1292, 34]
page-number: 09: [6, 7, 26, 27]
table-cell: 1229.00: [558, 1616, 638, 1631]
table-cell: 4.94: [475, 1576, 558, 1591]
table-cell: 619: [333, 1576, 394, 1591]
tum-ref: ಸಂ: ಗ್ರಾಕುನೀ&ನೈ/ತು/ಟೆಂಡರ್/2025-26/1116 ದಿನಾಂಕ: 03-01-2026: [987, 1469, 1281, 1481]
karnataka-emblem-icon: [655, 1489, 693, 1527]
udupi-sign: ಸಹಿ/- ಅಪರ ಜಿಲ್ಲಾಧಿಕಾರಿ, ಉಡುಪಿ ಜಿಲ್ಲೆ, ಉಡುಪಿ: [1134, 193, 1281, 203]
dwdsc-tender: [649, 1484, 977, 2004]
court-parties: 1. SRI M MAHESH KUMAR S/o Sri Mallikarjuna, aged about 40 years, residing at Maruthi Nilaya, Gangamma Gudi Road, M.V.Extension, Hoskote Town and Taluk, Bengaluru Rural District, Bengaluru-562114. 2. Sri AMARNATH REDDY J.N. Son of Narashima Reddy, aged about 40 years, residing at No.1600 N San Fernando, BLVD, 06 Barbank, California-91504 Represented by its GPA Holder Sri M Mahesh Kumar ...PLAINTIFFS /AND/ Sri SUNIL KUMAR B S/o Late Sri Byrappa, aged about 45 years, residing at No.6/179, Banappa Layout, Yamalur village, Yamalur Main Road, Bengaluru-560037 DEFENDANT: [499, 105, 639, 331]
court-notice-chickballapur: [649, 38, 801, 268]
notice-title: NOTICE TO DEFENDANT: [509, 335, 629, 346]
court-notice-label: NOTICE: [393, 777, 427, 787]
kspcb-head: ಕರ್ನಾಟಕ ರಾಜ್ಯ ಮಾಲಿನ್ಯ ನಿಯಂತ್ರಣ ಮಂಡಳಿ: [983, 1094, 1285, 1114]
karnataka-emblem-icon: [987, 342, 1031, 386]
dwd-subtitle: (ಇ-ಪ್ರೊಕ್ಯೂರ್‌ಮೆಂಟ್ ವೇದಿಕೆ ಮುಖಾಂತರ): [748, 1592, 878, 1603]
table-header-cell: ಟೆಂಡರ್ ವಿವರ: [205, 1526, 333, 1551]
kridl-dates: ಟೆಂಡರ್ ದಸ್ತಾವೇಜು ಡೌನ್‌ಲೋಡ್ ಮಾಡಲು ಪ್ರಾರಂಭದ ದಿನಾಂಕ: 08.01.2026 ರಂದು 14.00 ಗಂಟೆಯಿಂದ. ಟೆಂಡರ್ ಸಲ್ಲಿಸಲು ಕೊನೆಯ ದಿನಾಂಕ: 28.01.2026 ರಂದು 15.00 ಗಂಟೆ. ತಾಂತ್ರಿಕ ಬಿಡ್ ತೆರೆಯುವ ದಿನಾಂಕ: 30.01.2026 ರಂದು 15.00 ಗಂಟೆ. ಆರ್ಥಿಕ ಬಿಡ್ ತೆರೆಯುವ ದಿನಾಂಕ: 31.01.2026 ರಂದು 15.00 ಗಂಟೆ.: [179, 1651, 639, 1691]
table-cell: 4.01: [475, 1551, 558, 1576]
court-body: WHEREAS, the petitioners have instituted the above case against you /respondent claiming compensation for the sustained injuries to him in the motor vehicle accident. You are hereby summoned to appear in this court in person or by a pleader on the 28th day of January 2026 at 11'O clock in the forenoon to answer the same, failing which the suit will be disposed of exparte. Given under my hand and seal of this court on 05.01.2026: [337, 787, 483, 936]
court2-case: Execution Petition No. 1570/2025 IN S.C. No.130/2025: [11, 1220, 162, 1240]
court-sign: By the order of the court, CHIEF MINISTERIAL OFFICER IN THE COURT OF PRL SENIOR CIVIL JUDGE & MACT, MADDUR: [180, 939, 326, 982]
table-row: [180, 1616, 639, 1631]
pwd-sign: ಸಹಿ/- ಕಾರ್ಯನಿರ್ವಾಹಕ ಇಂಜಿನಿಯರು, ಲೋಕೋಪಯೋಗಿ ಇಲಾಖೆ, ವಿಭಾಗ, ಚಿಕ್ಕೋಡಿ.: [1025, 574, 1281, 585]
tum-head1: ತುಮಕೂರು ಜಿಲ್ಲಾ ಪಂಚಾಯತ್: [1100, 1417, 1214, 1430]
court-notice-label: NOTICE: [236, 777, 270, 787]
table-cell: 3: [180, 1591, 206, 1616]
court-advocate: Advocate for petitioner: HS Prabhakar: [179, 981, 311, 1003]
klb-head2: ಕಲಬುರಗಿ ವಲಯ, ಕಲಬುರಗಿ.: [375, 1098, 487, 1112]
table-cell: ಟೆಂಡರ್ ಭಾಗ-1 ಬೆಂಗಳೂರು ಮತ್ತು ಮೈಸೂರು ವಲಯ: [205, 1551, 333, 1576]
kuwsdb-logo-icon: [655, 653, 693, 691]
table-header-cell: ಕ್ರ. ಸಂ.: [180, 1526, 206, 1551]
court2-sub: SUMMONS/NOTICE: [44, 1268, 129, 1278]
court2-parties: BETWEEN: GK... DECREE HOLDER AND: Mallikarjuna... JUDGEMENT DEBTOR: [16, 1240, 157, 1268]
klb-ref: ಕ್ರ.ಸಂ.ಮು.ಅ/ಕನನೀಸ/ಕಲಬುರಗಿ/2025-26/1314 ದಿನಾಂಕ: 06-01-2026: [179, 1149, 639, 1161]
table-cell: 1: [180, 1551, 206, 1576]
kuwsdb-sign: ಸಹಿ/- ಮುಖ್ಯ ಅಭಿಯಂತರರು: [895, 959, 971, 969]
change-body: I, RAMESH (Old Name) S/o GANAPATI BHAT, Aged about 60 years, Residing at NO.564, SUMUKHA, 6TH MAIN, 1ST STAGE, 3RD BLOCK, NEAR BDA COMPLEX, H.B.R. LAYOUT, KALYANANAGAR, BENGALURU-560043, KARNATAKA, declare that I have changed my name from RAMESH (Old Name) to RAMESH BHAT (New Name), henceforth I shall be known and called as RAMESH BHAT (New Name) for all my personal, official & legal purpose, vide Affidavit dated: 06/01/2026 before Notary GANGARAJU.B.M, at: [337, 62, 483, 208]
dwd-title: ಟೆಂಡರ್ ಪ್ರಕಟಣೆ: [655, 1578, 971, 1593]
kridl-ref: ಕ್ರ.ಸಂ: ಕೆಆರ್‌ಐಡಿಎಲ್/ಮುಅ/ಉ/ಟೆಂಡರ್/2025-26 ದಿನಾಂಕ: 07.01.2026: [179, 1460, 639, 1472]
dwd-body: 2025-26ನೇ ಸಾಲಿನಲ್ಲಿ ಕಚೇರಿಗಳಿಗೆ ಹೊರಗುತ್ತಿಗೆ ಆಧಾರದ ಮೇಲೆ ಸಿಬ್ಬಂದಿಗಳನ್ನು ಒದಗಿಸುವ ಸಂಬಂಧ ಟೆಂಡರ್ ಆಹ್ವಾನಿಸಲಾಗಿದೆ. ಬಿಡ್ ಸಲ್ಲಿಸಲು ಕೊನೆಯ ದಿನಾಂಕ: 22.01.2026 ರಂದು 05.30 ಗಂಟೆ. ತಾಂತ್ರಿಕ ಬಿಡ್ ತೆರೆಯುವ ದಿನಾಂಕ: 23.01.2026 ರಂದು 12.00 ಗಂಟೆ. ವೆಬ್‌ಸೈಟ್: www.kppp.karnataka.gov.in. www.dwdsc.karnataka.gov.in: [655, 1606, 971, 1688]
knnl-ref: ಸಂಖ್ಯೆ: ಕಾಅ/ಕ.ನೀ.ನಿ.ನಿ/ಕ.ವಿ/ಬಳ್ಳಾರಿ/ಟೆಂಡರ್/2025-26 ದಿನಾಂಕ: 05.01.2026: [655, 1094, 884, 1104]
table-row: [180, 1631, 639, 1646]
change-title: CHANGE OF NAME: [333, 40, 487, 59]
kn-office: Assistant Registrar Cum Assistant Administrative Officer, District Consumer Disputes Redressal Commission Near D.C. Office, District Court Premises, MANDYA - 571401.: [181, 450, 325, 509]
